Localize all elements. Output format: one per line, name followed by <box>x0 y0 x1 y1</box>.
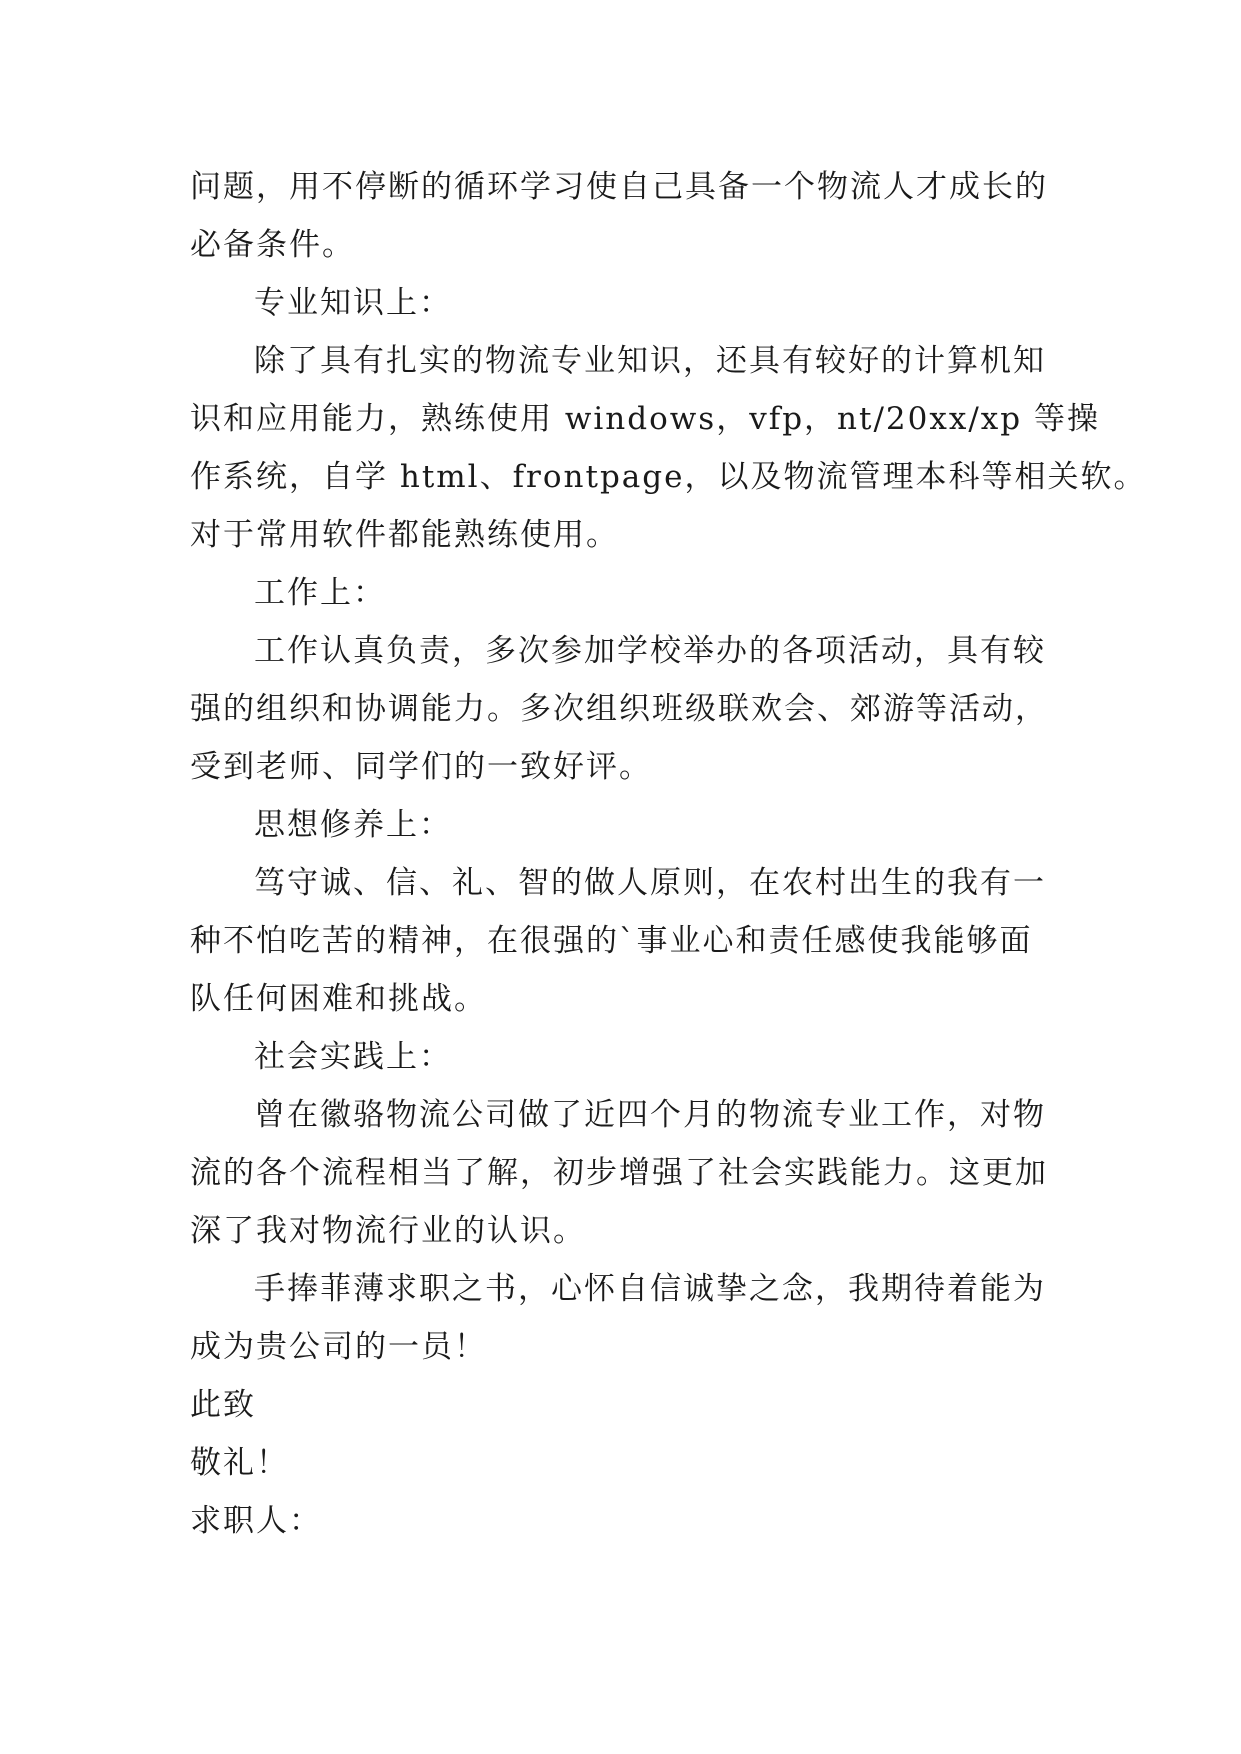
body-text-line: 笃守诚、信、礼、智的做人原则，在农村出生的我有一 <box>254 865 1046 901</box>
body-text-line: 强的组织和协调能力。多次组织班级联欢会、郊游等活动， <box>190 691 1048 727</box>
section-heading-ideology: 思想修养上： <box>254 807 452 843</box>
body-text-line: 种不怕吃苦的精神，在很强的`事业心和责任感使我能够面 <box>190 923 1033 959</box>
closing-regards: 敬礼！ <box>190 1445 289 1481</box>
closing-salutation: 此致 <box>190 1387 256 1423</box>
body-text-line: 曾在徽骆物流公司做了近四个月的物流专业工作，对物 <box>254 1097 1046 1133</box>
body-text-line: 除了具有扎实的物流专业知识，还具有较好的计算机知 <box>254 343 1046 379</box>
body-text-line: 工作认真负责，多次参加学校举办的各项活动，具有较 <box>254 633 1046 669</box>
body-text-line: 队任何困难和挑战。 <box>190 981 487 1017</box>
body-text-line: 对于常用软件都能熟练使用。 <box>190 517 619 553</box>
body-text-line: 作系统，自学 html、frontpage，以及物流管理本科等相关软。 <box>190 459 1147 495</box>
section-heading-professional-knowledge: 专业知识上： <box>254 285 452 321</box>
document-page <box>190 158 1147 1550</box>
body-text-line: 深了我对物流行业的认识。 <box>190 1213 586 1249</box>
body-text-line: 问题，用不停断的循环学习使自己具备一个物流人才成长的 <box>190 169 1048 205</box>
body-text-line: 手捧菲薄求职之书，心怀自信诚挚之念，我期待着能为 <box>254 1271 1046 1307</box>
section-heading-work: 工作上： <box>254 575 386 611</box>
body-text-line: 识和应用能力，熟练使用 windows，vfp，nt/20xx/xp 等操 <box>190 401 1100 437</box>
section-heading-social-practice: 社会实践上： <box>254 1039 452 1075</box>
body-text-line: 受到老师、同学们的一致好评。 <box>190 749 652 785</box>
body-text-line: 流的各个流程相当了解，初步增强了社会实践能力。这更加 <box>190 1155 1048 1191</box>
signature-label: 求职人： <box>190 1503 322 1539</box>
body-text-line: 必备条件。 <box>190 227 355 263</box>
body-text-line: 成为贵公司的一员！ <box>190 1329 487 1365</box>
